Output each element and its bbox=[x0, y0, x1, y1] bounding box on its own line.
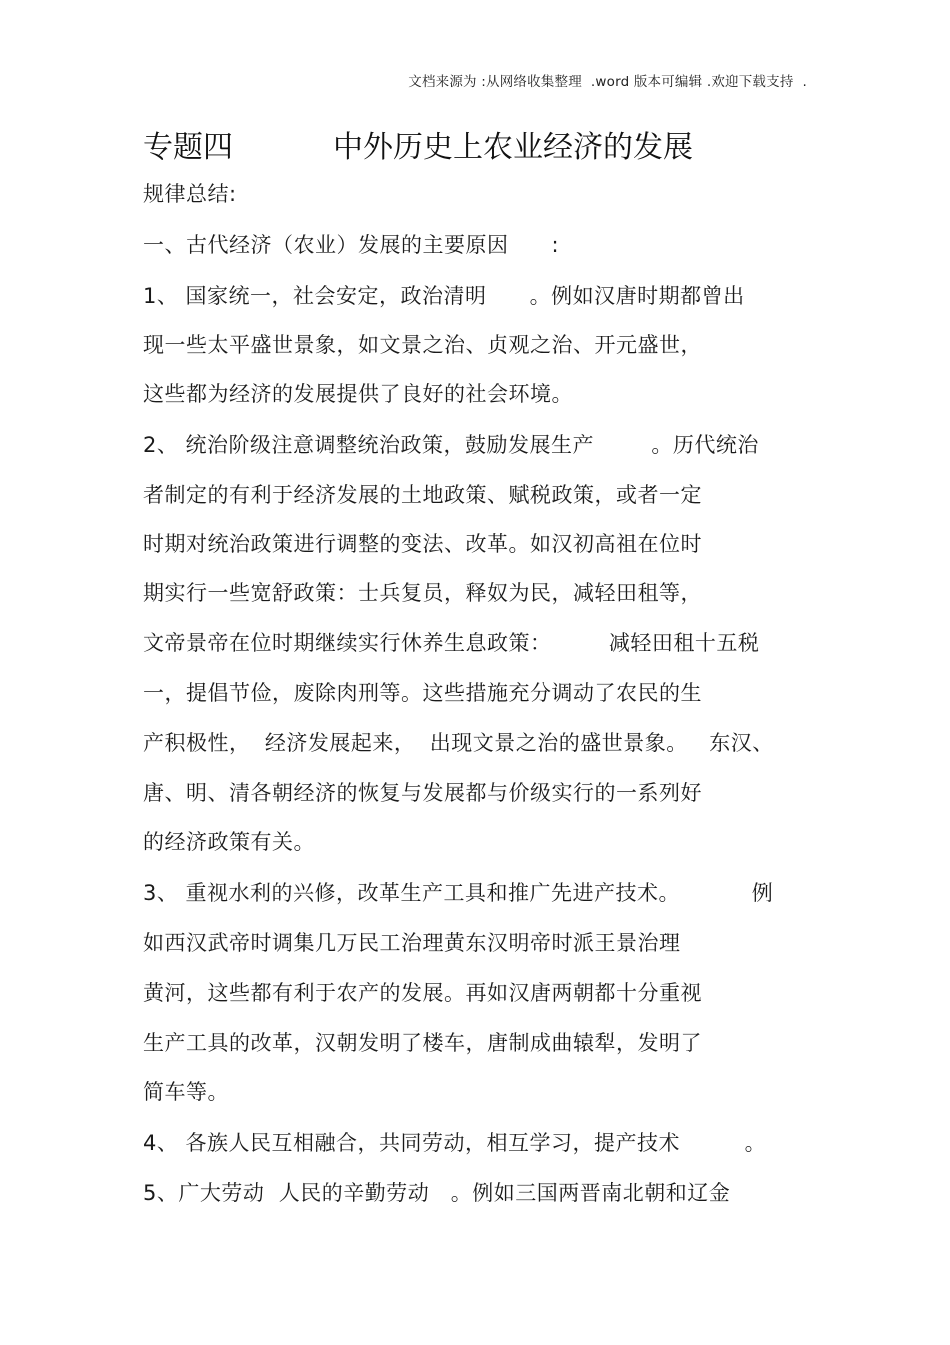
paragraph-line: 2、 统治阶级注意调整统治政策，鼓励发展生产 。历代统治 bbox=[143, 433, 759, 457]
paragraph-line: 产积极性， 经济发展起来， 出现文景之治的盛世景象。 东汉、 bbox=[143, 731, 774, 755]
title-topic-number: 专题四 bbox=[143, 130, 233, 165]
section-heading-summary: 规律总结: bbox=[143, 182, 237, 206]
paragraph-line: 简车等。 bbox=[143, 1080, 229, 1104]
paragraph-line: 时期对统治政策进行调整的变法、改革。如汉初高祖在位时 bbox=[143, 532, 702, 556]
paragraph-line: 如西汉武帝时调集几万民工治理黄东汉明帝时派王景治理 bbox=[143, 931, 681, 955]
paragraph-line: 现一些太平盛世景象，如文景之治、贞观之治、开元盛世， bbox=[143, 333, 702, 357]
paragraph-line: 3、 重视水利的兴修，改革生产工具和推广先进产技术。 例 bbox=[143, 881, 774, 905]
paragraph-line: 一，提倡节俭，废除肉刑等。这些措施充分调动了农民的生 bbox=[143, 681, 702, 705]
paragraph-line: 的经济政策有关。 bbox=[143, 830, 315, 854]
page-title bbox=[143, 122, 693, 166]
paragraph-line: 文帝景帝在位时期继续实行休养生息政策： 减轻田租十五税 bbox=[143, 631, 760, 655]
section-heading-causes: 一、古代经济（农业）发展的主要原因 : bbox=[143, 233, 560, 257]
paragraph-line: 者制定的有利于经济发展的土地政策、赋税政策，或者一定 bbox=[143, 483, 702, 507]
paragraph-line: 生产工具的改革，汉朝发明了楼车，唐制成曲辕犁，发明了 bbox=[143, 1031, 702, 1055]
title-topic-name: 中外历史上农业经济的发展 bbox=[333, 130, 693, 165]
paragraph-line: 1、 国家统一，社会安定，政治清明 。例如汉唐时期都曾出 bbox=[143, 284, 745, 308]
paragraph-line: 4、 各族人民互相融合，共同劳动，相互学习，提产技术 。 bbox=[143, 1131, 767, 1155]
paragraph-line: 唐、明、清各朝经济的恢复与发展都与价级实行的一系列好 bbox=[143, 781, 702, 805]
source-note: 文档来源为 :从网络收集整理 .word 版本可编辑 .欢迎下载支持 . bbox=[408, 74, 807, 90]
paragraph-line: 5、广大劳动 人民的辛勤劳动 。例如三国两晋南北朝和辽金 bbox=[143, 1181, 731, 1205]
paragraph-line: 黄河，这些都有利于农产的发展。再如汉唐两朝都十分重视 bbox=[143, 981, 702, 1005]
paragraph-line: 这些都为经济的发展提供了良好的社会环境。 bbox=[143, 382, 573, 406]
paragraph-line: 期实行一些宽舒政策：士兵复员，释奴为民，减轻田租等， bbox=[143, 581, 702, 605]
